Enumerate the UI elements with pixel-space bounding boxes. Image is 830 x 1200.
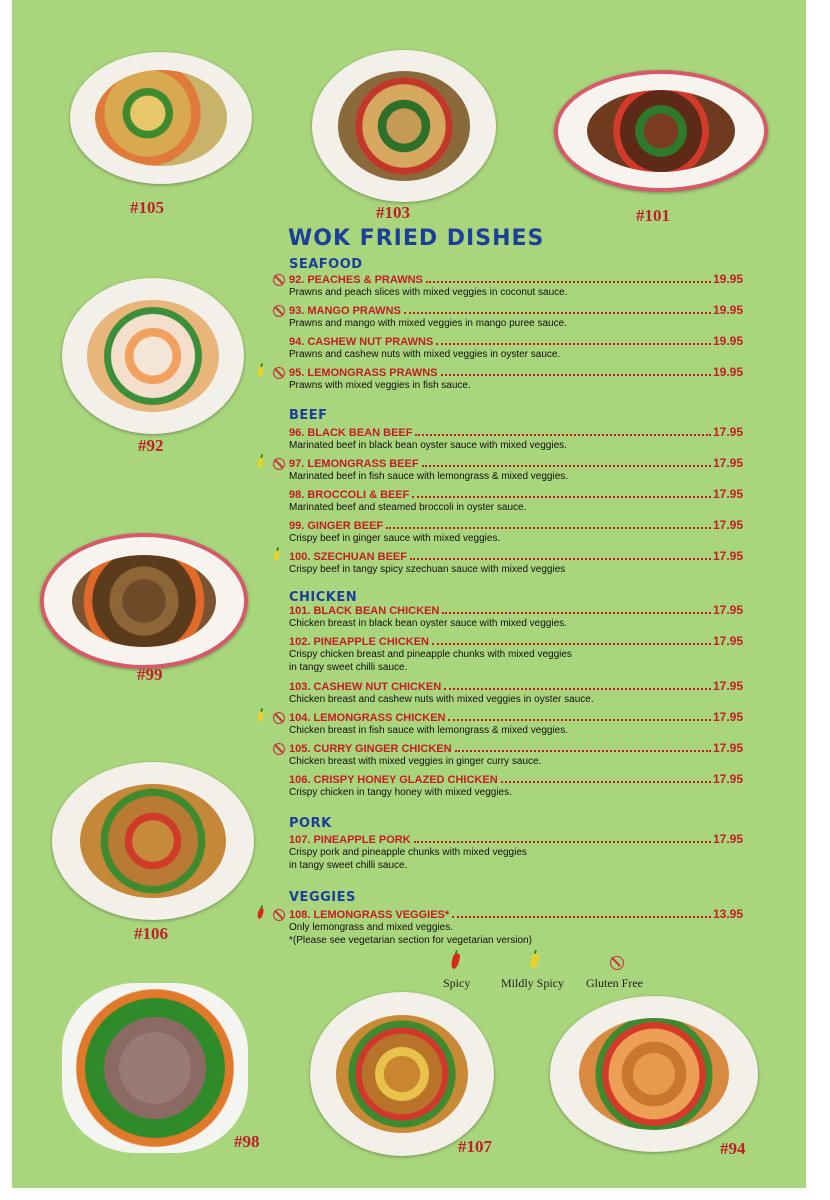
- menu-item-line: [289, 518, 743, 532]
- dot-leader: [414, 841, 711, 843]
- page-title: WOK FRIED DISHES: [288, 226, 545, 251]
- gluten-free-icon: [273, 712, 285, 724]
- menu-item-name: 93. MANGO PRAWNS: [289, 305, 401, 317]
- dot-leader: [404, 312, 711, 314]
- menu-item-name: 99. GINGER BEEF: [289, 520, 384, 532]
- menu-item-line: [289, 425, 743, 439]
- menu-item-line: [289, 303, 743, 317]
- dish-photo-106: [52, 762, 254, 920]
- menu-item-name: 105. CURRY GINGER CHICKEN: [289, 743, 452, 755]
- legend-gluten-free: Gluten Free: [586, 976, 643, 990]
- menu-item-name: 102. PINEAPPLE CHICKEN: [289, 636, 429, 648]
- menu-item-name: 94. CASHEW NUT PRAWNS: [289, 336, 434, 348]
- section-chicken: CHICKEN: [289, 590, 358, 605]
- photo-label: #94: [720, 1139, 746, 1158]
- mild-pepper-icon: [273, 550, 281, 562]
- dot-leader: [452, 916, 711, 918]
- menu-item: [289, 487, 743, 514]
- dot-leader: [386, 527, 711, 529]
- dish-photo-99: [40, 533, 248, 669]
- section-pork: PORK: [289, 816, 332, 831]
- menu-item-name: 98. BROCCOLI & BEEF: [289, 489, 410, 501]
- menu-item-line: [289, 549, 743, 563]
- menu-item-description: Crispy beef in tangy spicy szechuan sauce with mixed veggies: [289, 564, 566, 575]
- menu-item-description: Chicken breast in black bean oyster sauce with mixed veggies.: [289, 618, 567, 629]
- menu-item: [289, 741, 743, 768]
- gluten-free-icon: [273, 743, 285, 755]
- photo-label: #101: [636, 206, 670, 225]
- mild-pepper-icon: [257, 711, 265, 723]
- menu-item-price: 17.95: [712, 741, 743, 755]
- menu-item: [289, 303, 743, 330]
- dot-leader: [410, 558, 711, 560]
- menu-item: [289, 518, 743, 545]
- section-beef: BEEF: [289, 408, 328, 423]
- dot-leader: [442, 612, 711, 614]
- menu-item-line: [289, 634, 743, 648]
- menu-item-description: Crispy pork and pineapple chunks with mixed veggies: [289, 847, 527, 858]
- menu-item-description: Only lemongrass and mixed veggies.: [289, 922, 453, 933]
- menu-item-name: 103. CASHEW NUT CHICKEN: [289, 681, 442, 693]
- menu-item-price: 19.95: [712, 334, 743, 348]
- mild-pepper-icon: [257, 366, 265, 378]
- menu-item-name: 100. SZECHUAN BEEF: [289, 551, 407, 563]
- dot-leader: [432, 643, 711, 645]
- menu-item-price: 19.95: [712, 303, 743, 317]
- dish-photo-105: [70, 52, 252, 184]
- menu-item-name: 95. LEMONGRASS PRAWNS: [289, 367, 438, 379]
- menu-item: [289, 772, 743, 799]
- menu-item-name: 97. LEMONGRASS BEEF: [289, 458, 419, 470]
- menu-item: [289, 456, 743, 483]
- menu-item: [289, 832, 743, 872]
- menu-item-description: Marinated beef in fish sauce with lemongrass & mixed veggies.: [289, 471, 569, 482]
- menu-item-price: 17.95: [712, 832, 743, 846]
- photo-label: #105: [130, 198, 164, 217]
- dot-leader: [501, 781, 711, 783]
- menu-item: [289, 679, 743, 706]
- gluten-free-icon: [273, 458, 285, 470]
- menu-item-price: 17.95: [712, 634, 743, 648]
- menu-item-description-extra: in tangy sweet chilli sauce.: [289, 662, 408, 673]
- menu-item-price: 13.95: [712, 907, 743, 921]
- menu-item: [289, 365, 743, 392]
- menu-item-line: [289, 456, 743, 470]
- menu-item-description: Prawns and cashew nuts with mixed veggies in oyster sauce.: [289, 349, 561, 360]
- dot-leader: [415, 434, 711, 436]
- menu-item-name: 107. PINEAPPLE PORK: [289, 834, 411, 846]
- menu-item-description: Marinated beef and steamed broccoli in oyster sauce.: [289, 502, 527, 513]
- menu-item-name: 92. PEACHES & PRAWNS: [289, 274, 423, 286]
- menu-item: [289, 710, 743, 737]
- menu-item: [289, 425, 743, 452]
- menu-item-line: [289, 832, 743, 846]
- menu-item-description: Marinated beef in black bean oyster sauce with mixed veggies.: [289, 440, 567, 451]
- menu-item-description: Crispy beef in ginger sauce with mixed veggies.: [289, 533, 501, 544]
- gluten-free-icon: [273, 367, 285, 379]
- menu-item-line: [289, 710, 743, 724]
- dish-photo-94: [550, 996, 758, 1152]
- legend-mildly-spicy: Mildly Spicy: [501, 976, 565, 990]
- photo-label: #99: [137, 665, 163, 684]
- photo-label: #92: [138, 436, 164, 455]
- menu-item-description-extra: *(Please see vegetarian section for vegetarian version): [289, 935, 532, 946]
- menu-item-price: 17.95: [712, 710, 743, 724]
- menu-item-name: 96. BLACK BEAN BEEF: [289, 427, 413, 439]
- menu-item-price: 17.95: [712, 456, 743, 470]
- dish-photo-92: [62, 278, 244, 434]
- menu-item-price: 19.95: [712, 365, 743, 379]
- spicy-pepper-icon: [450, 952, 461, 969]
- dish-photo-107: [310, 992, 494, 1156]
- gluten-free-icon: [273, 909, 285, 921]
- dot-leader: [444, 688, 711, 690]
- menu-item: [289, 603, 743, 630]
- menu-item: [289, 272, 743, 299]
- menu-item-line: [289, 487, 743, 501]
- menu-item-price: 17.95: [712, 425, 743, 439]
- mild-pepper-icon: [529, 952, 540, 969]
- dot-leader: [412, 496, 711, 498]
- menu-item-description: Prawns and mango with mixed veggies in mango puree sauce.: [289, 318, 567, 329]
- menu-item: [289, 907, 743, 947]
- menu-page: [12, 0, 806, 1188]
- menu-item-description: Prawns with mixed veggies in fish sauce.: [289, 380, 471, 391]
- menu-item-price: 17.95: [712, 487, 743, 501]
- gluten-free-icon: [273, 274, 285, 286]
- menu-item-description: Crispy chicken breast and pineapple chunks with mixed veggies: [289, 649, 572, 660]
- menu-item-name: 104. LEMONGRASS CHICKEN: [289, 712, 446, 724]
- menu-item-description: Chicken breast in fish sauce with lemongrass & mixed veggies.: [289, 725, 569, 736]
- dot-leader: [441, 374, 711, 376]
- section-seafood: SEAFOOD: [289, 257, 363, 272]
- dot-leader: [422, 465, 711, 467]
- dish-photo-103: [312, 50, 496, 202]
- dot-leader: [455, 750, 711, 752]
- menu-item-description: Chicken breast with mixed veggies in ginger curry sauce.: [289, 756, 542, 767]
- menu-item-name: 101. BLACK BEAN CHICKEN: [289, 605, 440, 617]
- menu-item-line: [289, 365, 743, 379]
- menu-item-line: [289, 741, 743, 755]
- spicy-pepper-icon: [257, 908, 265, 920]
- menu-item-description: Chicken breast and cashew nuts with mixed veggies in oyster sauce.: [289, 694, 594, 705]
- dot-leader: [426, 281, 711, 283]
- photo-label: #107: [458, 1137, 492, 1156]
- menu-item-price: 17.95: [712, 603, 743, 617]
- photo-label: #103: [376, 203, 410, 222]
- dot-leader: [436, 343, 711, 345]
- menu-item-price: 17.95: [712, 679, 743, 693]
- legend-spicy: Spicy: [443, 976, 471, 990]
- section-veggies: VEGGIES: [289, 890, 356, 905]
- menu-item-price: 19.95: [712, 272, 743, 286]
- menu-item-line: [289, 603, 743, 617]
- gluten-free-icon: [610, 956, 624, 970]
- menu-item-line: [289, 334, 743, 348]
- menu-item-description: Prawns and peach slices with mixed veggies in coconut sauce.: [289, 287, 568, 298]
- menu-item-line: [289, 272, 743, 286]
- gluten-free-icon: [273, 305, 285, 317]
- mild-pepper-icon: [257, 457, 265, 469]
- menu-item-description-extra: in tangy sweet chilli sauce.: [289, 860, 408, 871]
- menu-item-description: Crispy chicken in tangy honey with mixed veggies.: [289, 787, 512, 798]
- menu-item: [289, 634, 743, 674]
- menu-item: [289, 334, 743, 361]
- menu-item-line: [289, 907, 743, 921]
- photo-label: #106: [134, 924, 168, 943]
- menu-item-price: 17.95: [712, 518, 743, 532]
- menu-item-price: 17.95: [712, 549, 743, 563]
- dish-photo-101: [554, 70, 768, 192]
- menu-item-line: [289, 679, 743, 693]
- photo-label: #98: [234, 1132, 260, 1151]
- menu-item-name: 108. LEMONGRASS VEGGIES*: [289, 909, 450, 921]
- dot-leader: [448, 719, 710, 721]
- dish-photo-98: [62, 983, 248, 1153]
- menu-item-name: 106. CRISPY HONEY GLAZED CHICKEN: [289, 774, 498, 786]
- menu-item-price: 17.95: [712, 772, 743, 786]
- menu-item-line: [289, 772, 743, 786]
- menu-item: [289, 549, 743, 576]
